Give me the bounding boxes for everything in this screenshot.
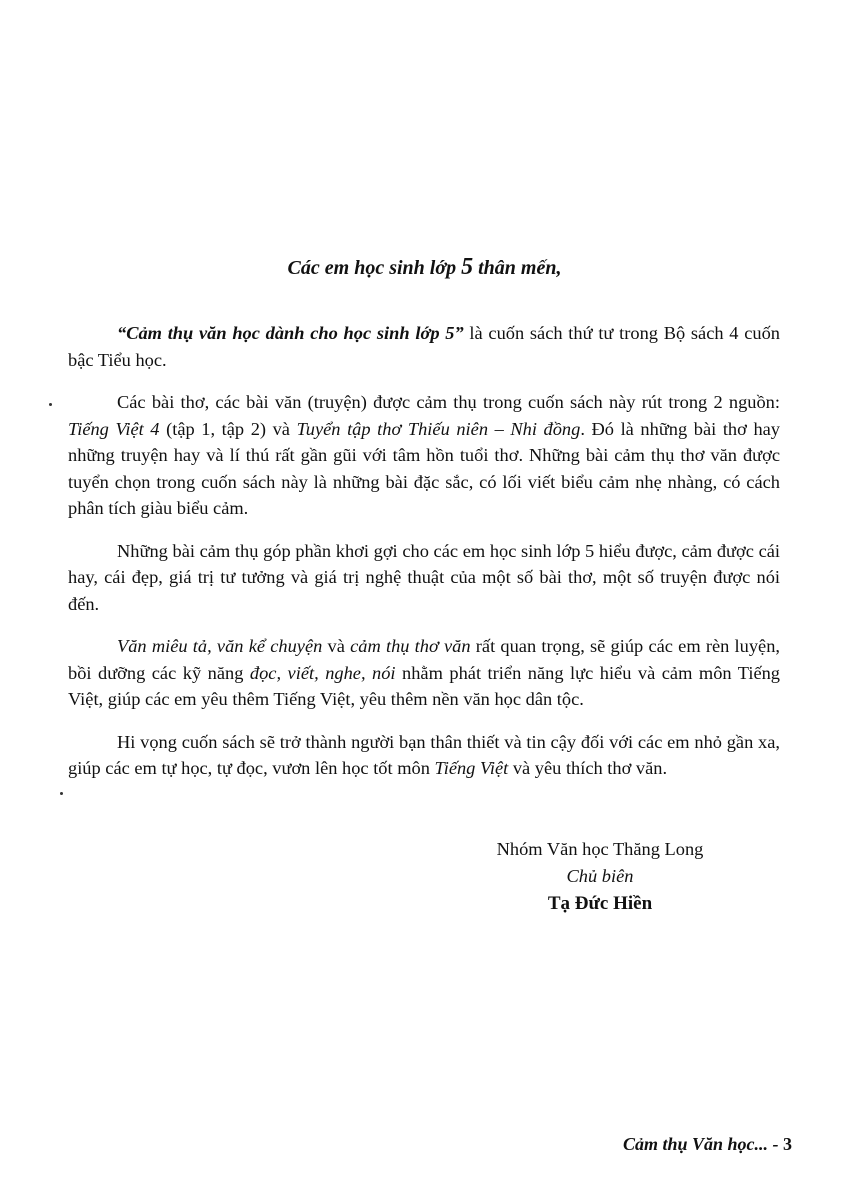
page-number: 3	[783, 1134, 792, 1154]
editor-role: Chủ biên	[566, 866, 634, 886]
running-title: Cảm thụ Văn học...	[622, 1134, 768, 1154]
preface-body	[68, 320, 780, 798]
paragraph-5-italic: Tiếng Việt	[434, 758, 509, 778]
paragraph-4-text-c: nhằm phát triển năng lực hiểu và cảm môn Tiếng Việt, giúp các em yêu thêm Tiếng Việt, yêu thêm nền văn học dân tộc.	[68, 662, 780, 709]
paragraph-2-text-a: Các bài thơ, các bài văn (truyện) được cảm thụ trong cuốn sách này rút trong 2 nguồn:	[117, 392, 780, 412]
scan-speck	[60, 792, 63, 795]
greeting-heading	[0, 254, 849, 281]
paragraph-4	[68, 633, 780, 713]
paragraph-2-text-c: . Đó là những bài thơ hay những truyện hay và lí thú rất gần gũi với tâm hồn tuổi thơ. Những bài cảm thụ thơ văn được tuyển chọn trong cuốn sách này là những bài đặc sắc, có lối viết biểu cảm nhẹ nhàng, có cách phân tích giàu biểu cảm.	[68, 418, 780, 518]
paragraph-5-text-b: và yêu thích thơ văn.	[508, 758, 668, 778]
page-footer	[623, 1134, 792, 1155]
editor-name: Tạ Đức Hiền	[547, 893, 653, 914]
paragraph-2-text-b: (tập 1, tập 2) và	[159, 418, 297, 439]
source-book-1: Tiếng Việt 4	[68, 418, 160, 439]
paragraph-3: Những bài cảm thụ góp phần khơi gợi cho các em học sinh lớp 5 hiểu được, cảm được cái hay, cái đẹp, giá trị tư tưởng và giá trị nghệ thuật của một số bài thơ, một số truyện được nói đến.	[68, 540, 780, 614]
greeting-before: Các em học sinh lớp	[287, 257, 462, 279]
paragraph-4-italic-1: Văn miêu tả, văn kể chuyện	[117, 636, 323, 656]
paragraph-1	[68, 320, 780, 373]
paragraph-4-italic-2: cảm thụ thơ văn	[350, 636, 471, 656]
scan-speck	[49, 403, 52, 406]
paragraph-2	[68, 389, 780, 522]
author-group: Nhóm Văn học Thăng Long	[496, 839, 704, 859]
paragraph-4-text-b: rất quan trọng, sẽ giúp các em rèn luyện, bồi dưỡng các kỹ năng	[68, 636, 780, 683]
source-book-2: Tuyển tập thơ Thiếu niên – Nhi đồng	[296, 418, 581, 439]
signature-block	[420, 836, 780, 917]
greeting-grade-number: 5	[461, 254, 474, 280]
paragraph-4-italic-3: đọc, viết, nghe, nói	[249, 662, 396, 683]
paragraph-4-text-a: và	[322, 636, 351, 656]
greeting-after: thân mến,	[473, 257, 562, 279]
paragraph-5-text-a: Hi vọng cuốn sách sẽ trở thành người bạn thân thiết và tin cậy đối với các em nhỏ gần xa, giúp các em tự học, tự đọc, vươn lên học tốt môn	[68, 731, 780, 778]
paragraph-1-text: là cuốn sách thứ tư trong Bộ sách 4 cuốn bậc Tiểu học.	[68, 323, 780, 370]
footer-separator: -	[768, 1134, 783, 1154]
paragraph-5	[68, 729, 780, 782]
book-title: “Cảm thụ văn học dành cho học sinh lớp 5”	[117, 323, 464, 343]
